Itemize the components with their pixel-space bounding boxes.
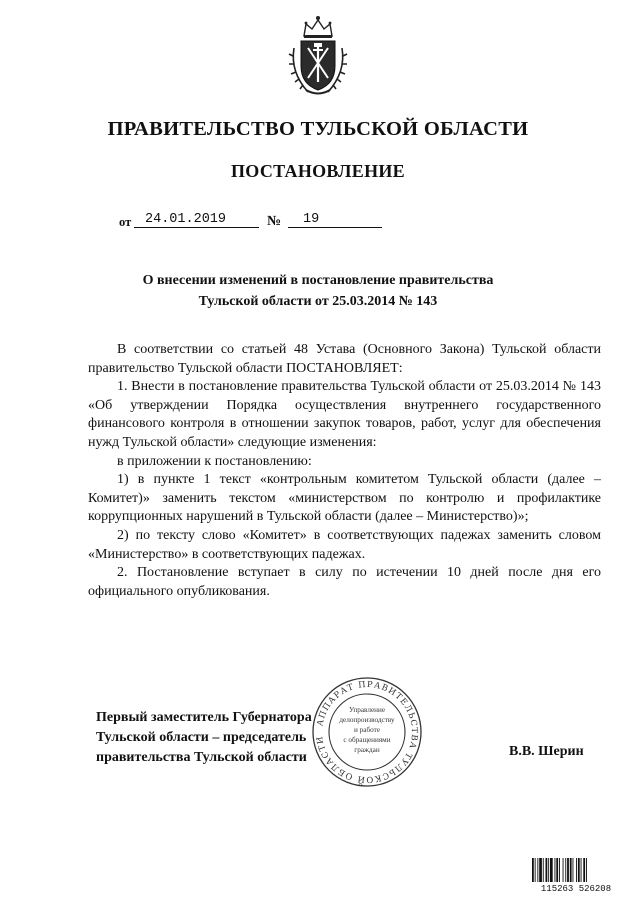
coat-of-arms-emblem — [286, 14, 350, 98]
barcode-bars — [532, 858, 587, 882]
barcode-bar — [550, 858, 553, 882]
barcode-bar — [555, 858, 556, 882]
stamp-inner-text: делопроизводству — [339, 716, 395, 724]
stamp-inner-text: Управление — [348, 706, 386, 714]
registration-line — [119, 208, 389, 230]
subject-line: О внесении изменений в постановление правительства — [142, 273, 494, 288]
body-paragraph: 2) по тексту слово «Комитет» в соответствующих падежах заменить словом «Министерство» в соответствующих падежах. — [88, 527, 601, 562]
date-label: от — [119, 215, 132, 229]
subject-line: Тульской области от 25.03.2014 № 143 — [198, 294, 438, 309]
barcode-bar — [532, 858, 534, 882]
signer-position-line: правительства Тульской области — [96, 750, 307, 765]
barcode-bar — [556, 858, 558, 882]
barcode-bar — [573, 858, 574, 882]
body-paragraph: 1) в пункте 1 текст «контрольным комитетом Тульской области (далее – Комитет)» заменить текстом «министерством по контролю и профилактике коррупционных нарушений в Тульской области (далее – Министерство)»; — [88, 472, 601, 525]
stamp-inner-text: и работе — [354, 726, 380, 734]
stamp-inner-text: граждан — [354, 746, 380, 754]
government-name: ПРАВИТЕЛЬСТВО ТУЛЬСКОЙ ОБЛАСТИ — [107, 118, 529, 140]
barcode-bar — [578, 858, 580, 882]
stamp-inner-text: с обращениями — [343, 736, 391, 744]
barcode-bar — [539, 858, 542, 882]
document-body — [88, 341, 601, 601]
barcode-bar — [559, 858, 560, 882]
signer-name: В.В. Шерин — [509, 744, 584, 759]
document-subject — [100, 270, 536, 312]
document-type: ПОСТАНОВЛЕНИЕ — [231, 161, 405, 181]
barcode-bar — [563, 858, 564, 882]
body-paragraph: в приложении к постановлению: — [117, 453, 312, 469]
barcode-bar — [583, 858, 585, 882]
barcode-bar — [576, 858, 577, 882]
barcode-bar — [546, 858, 548, 882]
date-value: 24.01.2019 — [145, 212, 227, 227]
barcode-bar — [548, 858, 549, 882]
office-stamp — [311, 676, 423, 788]
body-paragraph: 1. Внести в постановление правительства Тульской области от 25.03.2014 № 143 «Об утверждении Порядка осуществления внутреннего государственного финансового контроля в отношении закупок товаров, работ, услуг для обеспечения нужд Тульской области» следующие изменения: — [88, 379, 601, 450]
body-paragraph: В соответствии со статьей 48 Устава (Основного Закона) Тульской области правительство Тульской области ПОСТАНОВЛЯЕТ: — [88, 342, 601, 376]
barcode-bar — [543, 858, 544, 882]
barcode — [531, 858, 621, 892]
barcode-bar — [565, 858, 566, 882]
stamp-outer-text: АППАРАТ ПРАВИТЕЛЬСТВА ТУЛЬСКОЙ ОБЛАСТИ — [314, 678, 421, 786]
barcode-bar — [586, 858, 587, 882]
number-value: 19 — [303, 212, 320, 227]
barcode-bar — [537, 858, 538, 882]
barcode-bar — [567, 858, 569, 882]
signer-position-line: Тульской области – председатель — [96, 730, 307, 745]
barcode-bar — [581, 858, 582, 882]
signer-position — [96, 708, 312, 768]
body-paragraph: 2. Постановление вступает в силу по истечении 10 дней после дня его официального опубликования. — [88, 565, 601, 599]
signer-position-line: Первый заместитель Губернатора — [96, 710, 312, 725]
barcode-bar — [535, 858, 536, 882]
barcode-number: 115263 526208 — [540, 884, 612, 892]
barcode-bar — [570, 858, 572, 882]
number-label: № — [267, 214, 282, 229]
